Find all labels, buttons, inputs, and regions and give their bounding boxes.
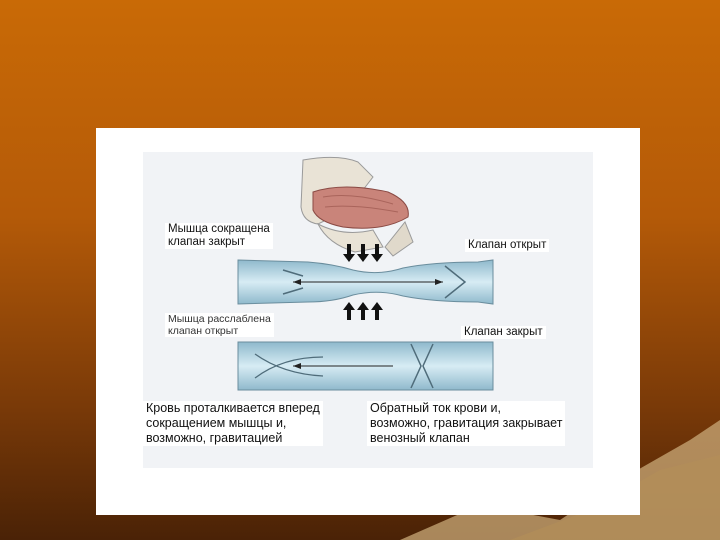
vein-bottom (238, 342, 493, 390)
contraction-arrows (343, 244, 383, 262)
arm-muscle-illustration (301, 157, 413, 256)
caption-left: Кровь проталкивается вперед сокращением мышцы и, возможно, гравитацией (143, 401, 323, 446)
label-valve-open: Клапан открыт (465, 239, 549, 252)
label-muscle-relaxed: Мышца расслаблена клапан открыт (165, 313, 274, 337)
caption-right: Обратный ток крови и, возможно, гравитация закрывает венозный клапан (367, 401, 565, 446)
relaxation-arrows (343, 302, 383, 320)
label-valve-closed: Клапан закрыт (461, 326, 546, 339)
vein-top (238, 260, 493, 304)
label-muscle-contracted: Мышца сокращена клапан закрыт (165, 223, 273, 249)
slide-card (96, 128, 640, 515)
vein-valve-figure (143, 152, 593, 468)
